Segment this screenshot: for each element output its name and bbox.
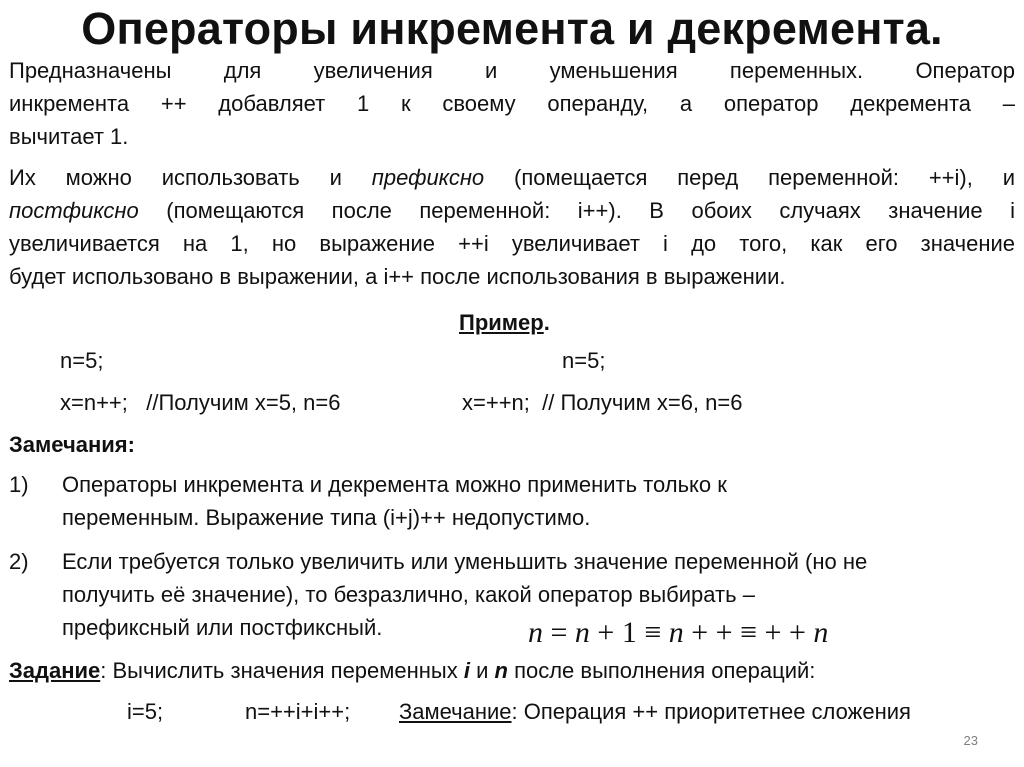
note-item-1	[62, 468, 1012, 534]
page-number: 23	[963, 733, 978, 748]
example-heading-dot: .	[543, 310, 550, 335]
example-right-line1: n=5;	[562, 348, 606, 373]
text-line: префиксный или постфиксный.	[62, 615, 383, 640]
example-left-line1: n=5;	[60, 348, 104, 373]
text-line: Предназначены для увеличения и уменьшения переменных. Оператор	[9, 58, 1015, 83]
text-line: будет использовано в выражении, а i++ после использования в выражении.	[9, 264, 786, 289]
example-right-line2: x=++n; // Получим x=6, n=6	[462, 390, 743, 415]
var-i: i	[463, 658, 470, 683]
text-run: : Вычислить значения переменных	[100, 658, 464, 683]
example-heading	[459, 308, 550, 338]
formula-var: n	[528, 616, 543, 649]
example-heading-text: Пример	[459, 310, 544, 335]
note-number: 2)	[9, 549, 29, 574]
text-run: (помещается перед переменной: ++i), и	[484, 165, 1015, 190]
term-prefix: префиксно	[371, 165, 485, 190]
task-label: Задание	[9, 658, 101, 683]
note-number: 1)	[9, 472, 29, 497]
formula-var: n	[813, 616, 829, 649]
text-line: инкремента ++ добавляет 1 к своему операнду, а оператор декремента –	[9, 91, 1015, 116]
text-line: увеличивается на 1, но выражение ++i увеличивает i до того, как его значение	[9, 231, 1015, 256]
text-run: после выполнения операций:	[507, 658, 816, 683]
formula-op: =	[543, 616, 575, 649]
text-run: (помещаются после переменной: i++). В обоих случаях значение i	[138, 198, 1015, 223]
text-run: и	[469, 658, 495, 683]
text-run: Их можно использовать и	[9, 165, 372, 190]
formula-equivalence	[528, 616, 828, 650]
text-line: Если требуется только увеличить или уменьшить значение переменной (но не	[62, 549, 868, 574]
text-line	[9, 161, 1015, 194]
paragraph-purpose	[9, 54, 1015, 153]
example-left-line2: x=n++; //Получим x=5, n=6	[60, 390, 341, 415]
text-line: получить её значение), то безразлично, какой оператор выбирать –	[62, 582, 755, 607]
formula-var: n	[668, 616, 684, 649]
task-code-1: i=5;	[127, 699, 164, 724]
text-line: Операторы инкремента и декремента можно применить только к	[62, 472, 727, 497]
task-note	[399, 697, 911, 727]
var-n: n	[494, 658, 508, 683]
text-line	[9, 194, 1015, 227]
term-postfix: постфиксно	[9, 198, 139, 223]
paragraph-prefix-postfix	[9, 161, 1015, 293]
text-run: : Операция ++ приоритетнее сложения	[511, 699, 911, 724]
notes-heading: Замечания:	[9, 432, 135, 457]
task-note-label: Замечание	[399, 699, 512, 724]
slide-title: Операторы инкремента и декремента.	[81, 3, 943, 54]
formula-op: + 1 ≡	[589, 616, 669, 649]
text-line: вычитает 1.	[9, 124, 129, 149]
formula-op: + + ≡ + +	[683, 616, 814, 649]
text-line: переменным. Выражение типа (i+j)++ недопустимо.	[62, 505, 591, 530]
task-code-2: n=++i+i++;	[245, 699, 351, 724]
task-line	[9, 656, 815, 686]
formula-var: n	[574, 616, 590, 649]
